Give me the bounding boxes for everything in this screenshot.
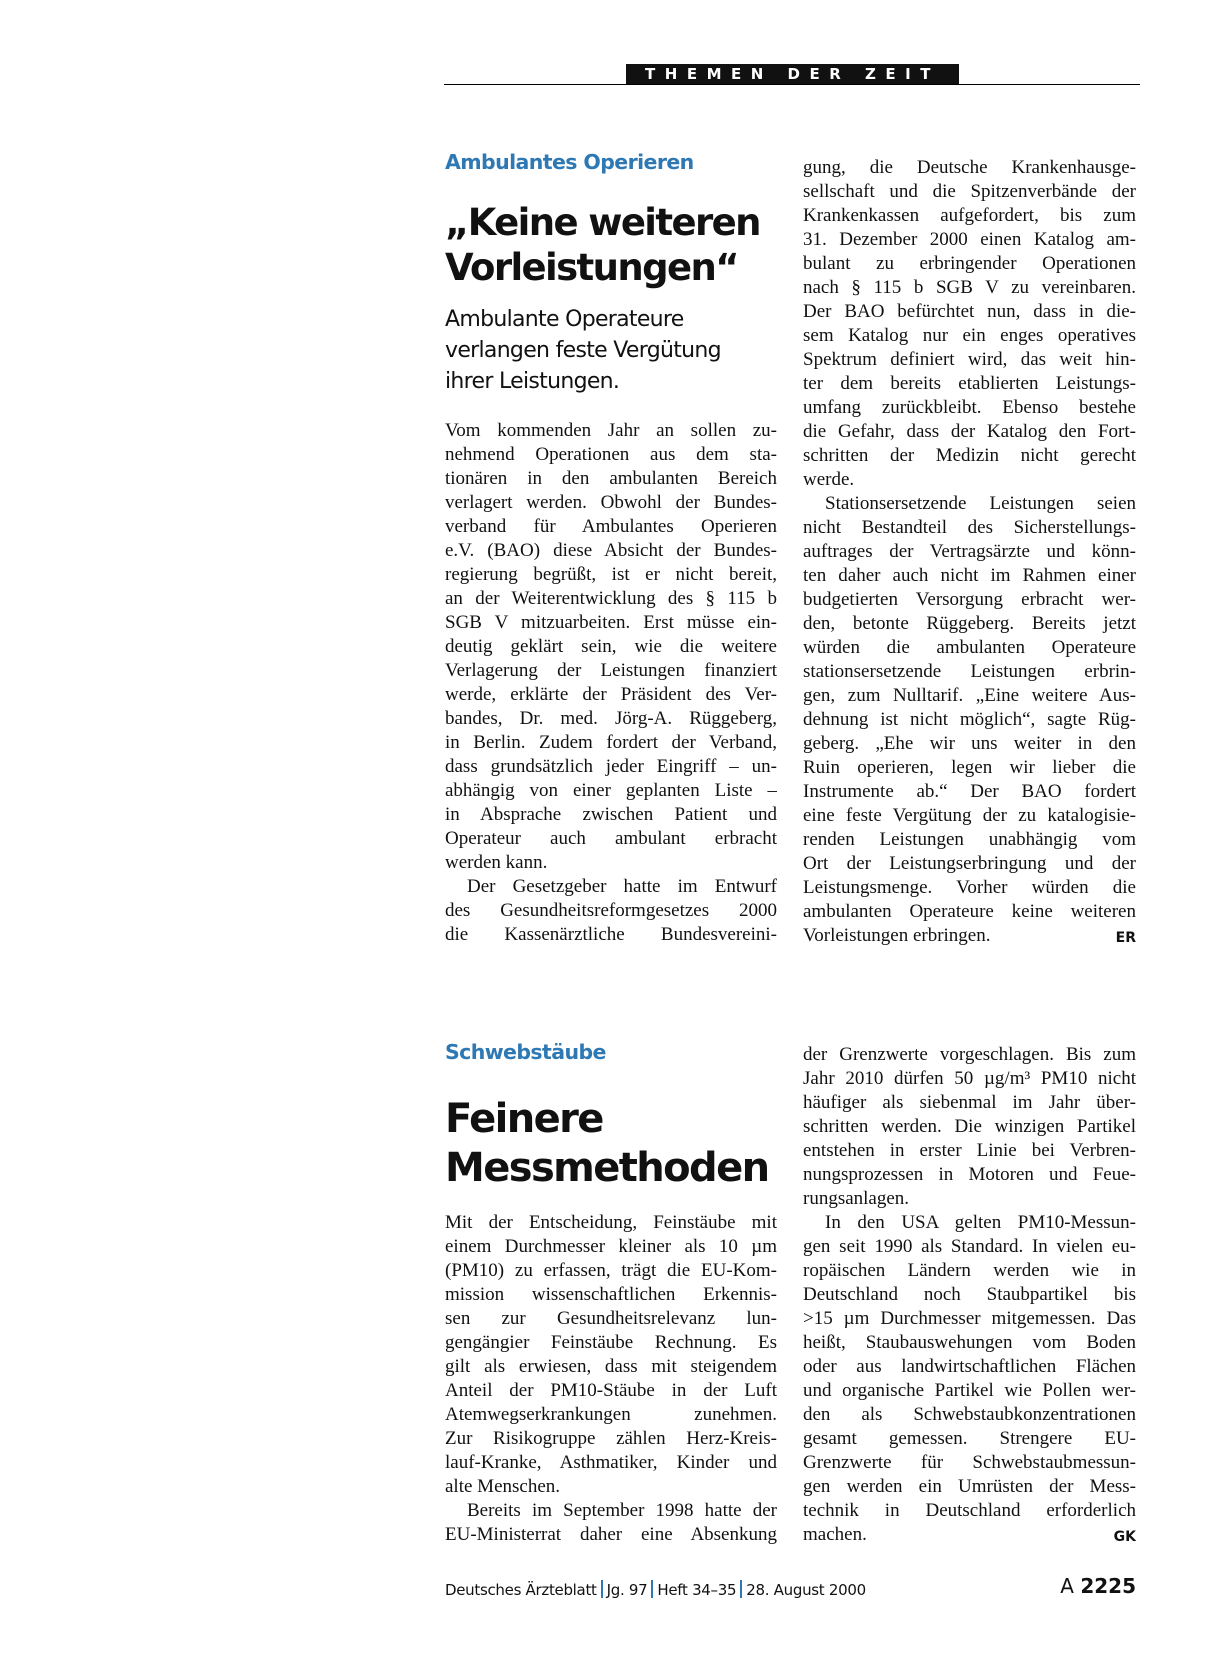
text-line: gen, zum Nulltarif. „Eine weitere Aus-: [803, 685, 1136, 706]
text-line: EU-Ministerrat daher eine Absenkung: [445, 1524, 777, 1545]
header-rule: [444, 84, 1140, 85]
text-line: und organische Partikel wie Pollen wer-: [803, 1380, 1136, 1401]
headline-line: Messmethoden: [445, 1145, 769, 1191]
text-line: ambulanten Operateure keine weiteren: [803, 901, 1136, 922]
text-line: an der Weiterentwicklung des § 115 b: [445, 588, 777, 609]
text-line: Atemwegserkrankungen zunehmen.: [445, 1404, 777, 1425]
text-line: entstehen in erster Linie bei Verbren-: [803, 1140, 1136, 1161]
subhead-line: verlangen feste Vergütung: [445, 338, 721, 363]
text-line: ter dem bereits etablierten Leistungs-: [803, 373, 1136, 394]
text-line: Grenzwerte für Schwebstaubmessun-: [803, 1452, 1136, 1473]
text-line: >15 µm Durchmesser mitgemessen. Das: [803, 1308, 1136, 1329]
page-prefix: A: [1060, 1574, 1074, 1598]
footer-separator: [651, 1580, 653, 1598]
section-label: THEMEN DER ZEIT: [626, 64, 959, 84]
text-line: Deutschland noch Staubpartikel bis: [803, 1284, 1136, 1305]
text-line: einem Durchmesser kleiner als 10 µm: [445, 1236, 777, 1257]
text-line: Leistungsmenge. Vorher würden die: [803, 877, 1136, 898]
text-line: Operateur auch ambulant erbracht: [445, 828, 777, 849]
text-line: Ort der Leistungserbringung und der: [803, 853, 1136, 874]
text-line: dehnung ist nicht möglich“, sagte Rüg-: [803, 709, 1136, 730]
text-line: eine feste Vergütung der zu katalogisie-: [803, 805, 1136, 826]
text-line: schritten werden. Die winzigen Partikel: [803, 1116, 1136, 1137]
article1-kicker: Ambulantes Operieren: [445, 150, 694, 174]
text-line: geberg. „Ehe wir uns weiter in den: [803, 733, 1136, 754]
text-line: Ruin operieren, legen wir lieber die: [803, 757, 1136, 778]
text-line: mission wissenschaftlichen Erkennis-: [445, 1284, 777, 1305]
text-line: in Berlin. Zudem fordert der Verband,: [445, 732, 777, 753]
text-line: die Kassenärztliche Bundesvereini-: [445, 924, 777, 945]
text-line: Stationsersetzende Leistungen seien: [825, 493, 1136, 514]
text-line: gen werden ein Umrüsten der Mess-: [803, 1476, 1136, 1497]
text-line: würden die ambulanten Operateure: [803, 637, 1136, 658]
text-line: machen. GK: [803, 1523, 1136, 1547]
text-line: der Grenzwerte vorgeschlagen. Bis zum: [803, 1044, 1136, 1065]
text-line: bulant zu erbringender Operationen: [803, 253, 1136, 274]
text-line: Der Gesetzgeber hatte im Entwurf: [467, 876, 777, 897]
text-line: gen seit 1990 als Standard. In vielen eu-: [803, 1236, 1136, 1257]
text-line: umfang zurückbleibt. Ebenso bestehe: [803, 397, 1136, 418]
text-line: e.V. (BAO) diese Absicht der Bundes-: [445, 540, 777, 561]
page-footer: [445, 1580, 866, 1599]
page-number-value: 2225: [1080, 1574, 1136, 1598]
text-line: sellschaft und die Spitzenverbände der: [803, 181, 1136, 202]
journal-name: Deutsches Ärzteblatt: [445, 1581, 597, 1599]
text-line: nicht Bestandteil des Sicherstellungs-: [803, 517, 1136, 538]
text-line: Zur Risikogruppe zählen Herz-Kreis-: [445, 1428, 777, 1449]
headline-line: Vorleistungen“: [445, 246, 738, 289]
text-line: rungsanlagen.: [803, 1188, 910, 1209]
text-line: gesamt gemessen. Strengere EU-: [803, 1428, 1136, 1449]
text-line: technik in Deutschland erforderlich: [803, 1500, 1136, 1521]
text-line: bandes, Dr. med. Jörg-A. Rüggeberg,: [445, 708, 777, 729]
text-line: Mit der Entscheidung, Feinstäube mit: [445, 1212, 777, 1233]
text-line: sem Katalog nur ein enges operatives: [803, 325, 1136, 346]
text-line: verlagert werden. Obwohl der Bundes-: [445, 492, 777, 513]
article2-column-2: [803, 1043, 1136, 1547]
headline-line: Feinere: [445, 1096, 603, 1142]
text-line: Verlagerung der Leistungen finanziert: [445, 660, 777, 681]
text-line: den als Schwebstaubkonzentrationen: [803, 1404, 1136, 1425]
text-line: In den USA gelten PM10-Messun-: [825, 1212, 1136, 1233]
text-line: ropäischen Ländern werden wie in: [803, 1260, 1136, 1281]
text-line: renden Leistungen unabhängig vom: [803, 829, 1136, 850]
text-line: Vom kommenden Jahr an sollen zu-: [445, 420, 777, 441]
text-line: abhängig von einer geplanten Liste –: [445, 780, 777, 801]
text-line: budgetierten Versorgung erbracht wer-: [803, 589, 1136, 610]
text-line: Anteil der PM10-Stäube in der Luft: [445, 1380, 777, 1401]
text-line: Vorleistungen erbringen. ER: [803, 924, 1136, 948]
text-line: nungsprozessen in Motoren und Feue-: [803, 1164, 1136, 1185]
text-line: lauf-Kranke, Asthmatiker, Kinder und: [445, 1452, 777, 1473]
footer-separator: [601, 1580, 603, 1598]
text-line: 31. Dezember 2000 einen Katalog am-: [803, 229, 1136, 250]
text-line: werde.: [803, 469, 855, 490]
headline-line: „Keine weiteren: [445, 201, 760, 244]
text-line: werde, erklärte der Präsident des Ver-: [445, 684, 777, 705]
page-number: [1060, 1574, 1136, 1598]
text-line: verband für Ambulantes Operieren: [445, 516, 777, 537]
text-line: Spektrum definiert wird, das weit hin-: [803, 349, 1136, 370]
text-line: ten daher auch nicht im Rahmen einer: [803, 565, 1136, 586]
article1-headline: [445, 200, 760, 290]
journal-issue: Heft 34–35: [657, 1581, 737, 1599]
subhead-line: Ambulante Operateure: [445, 307, 684, 332]
text-line: Instrumente ab.“ Der BAO fordert: [803, 781, 1136, 802]
text-line: nach § 115 b SGB V zu vereinbaren.: [803, 277, 1136, 298]
text-line: deutig geklärt sein, wie die weitere: [445, 636, 777, 657]
text-line: Bereits im September 1998 hatte der: [467, 1500, 777, 1521]
text-line: Jahr 2010 dürfen 50 µg/m³ PM10 nicht: [803, 1068, 1136, 1089]
text-line: Krankenkassen aufgefordert, bis zum: [803, 205, 1136, 226]
text-line: tionären in den ambulanten Bereich: [445, 468, 777, 489]
text-line: Der BAO befürchtet nun, dass in die-: [803, 301, 1136, 322]
article1-subhead: [445, 304, 721, 397]
text-line: die Gefahr, dass der Katalog den Fort-: [803, 421, 1136, 442]
author-signature: GK: [1113, 1529, 1136, 1545]
text-line: (PM10) zu erfassen, trägt die EU-Kom-: [445, 1260, 777, 1281]
text-line: des Gesundheitsreformgesetzes 2000: [445, 900, 777, 921]
text-line: alte Menschen.: [445, 1476, 561, 1497]
article1-column-2: [803, 156, 1136, 948]
text-line: in Absprache zwischen Patient und: [445, 804, 777, 825]
author-signature: ER: [1115, 930, 1136, 946]
text-line: nehmend Operationen aus dem sta-: [445, 444, 777, 465]
subhead-line: ihrer Leistungen.: [445, 369, 620, 394]
text-line: oder aus landwirtschaftlichen Flächen: [803, 1356, 1136, 1377]
footer-separator: [740, 1580, 742, 1598]
text-line: auftrages der Vertragsärzte und könn-: [803, 541, 1136, 562]
article2-headline: [445, 1095, 768, 1193]
text-line: schritten der Medizin nicht gerecht: [803, 445, 1136, 466]
text-line: gung, die Deutsche Krankenhausge-: [803, 157, 1136, 178]
article2-kicker: Schwebstäube: [445, 1040, 606, 1064]
text-line: gilt als erwiesen, dass mit steigendem: [445, 1356, 777, 1377]
text-line: gengängier Feinstäube Rechnung. Es: [445, 1332, 777, 1353]
text-line: den, betonte Rüggeberg. Bereits jetzt: [803, 613, 1136, 634]
text-line: SGB V mitzuarbeiten. Erst müsse ein-: [445, 612, 777, 633]
text-line: heißt, Staubauswehungen vom Boden: [803, 1332, 1136, 1353]
text-line: regierung begrüßt, ist er nicht bereit,: [445, 564, 777, 585]
text-line: häufiger als siebenmal im Jahr über-: [803, 1092, 1136, 1113]
journal-date: 28. August 2000: [746, 1581, 866, 1599]
text-line: sen zur Gesundheitsrelevanz lun-: [445, 1308, 777, 1329]
text-line: werden kann.: [445, 852, 548, 873]
text-line: stationsersetzende Leistungen erbrin-: [803, 661, 1136, 682]
journal-volume: Jg. 97: [606, 1581, 648, 1599]
text-line: dass grundsätzlich jeder Eingriff – un-: [445, 756, 777, 777]
article1-column-1: [445, 419, 777, 947]
article2-column-1: [445, 1211, 777, 1547]
